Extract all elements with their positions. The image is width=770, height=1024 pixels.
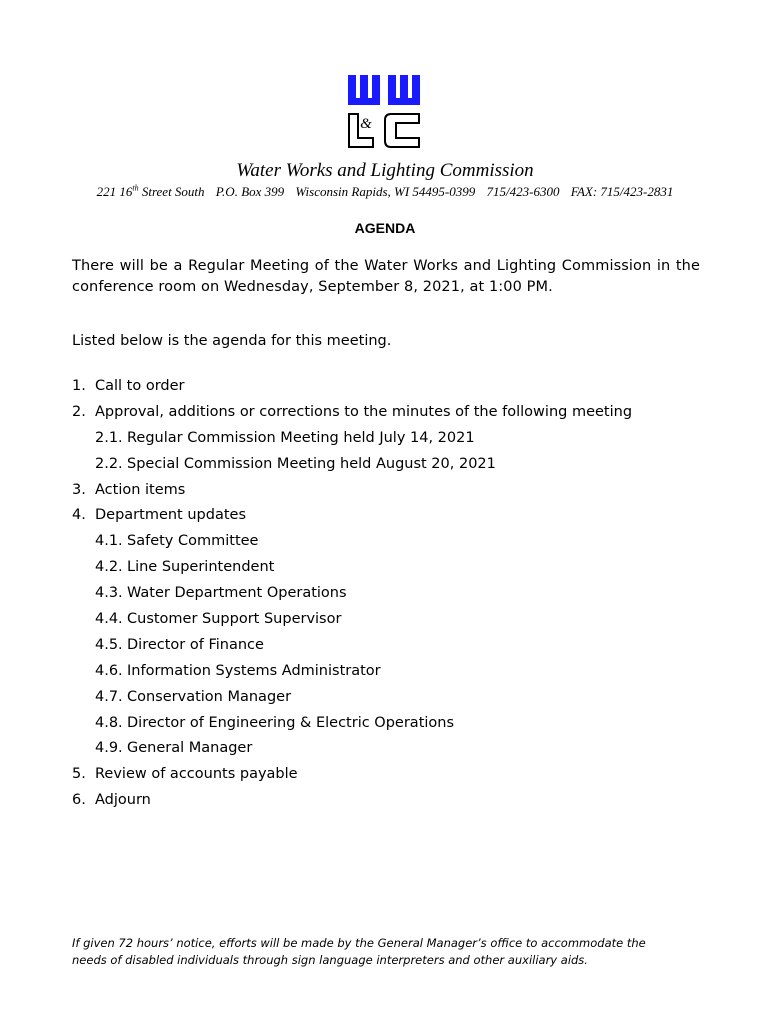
agenda-item-text: Department updates xyxy=(95,507,246,524)
agenda-item-number: 2. xyxy=(72,403,86,420)
agenda-subitem xyxy=(72,633,712,659)
agenda-item-text: Conservation Manager xyxy=(127,688,292,705)
agenda-item-text: Safety Committee xyxy=(127,533,259,550)
agenda-item-text: Director of Finance xyxy=(127,636,264,653)
agenda-subitem xyxy=(72,736,712,762)
agenda-item xyxy=(72,400,712,426)
logo-w-letter-1 xyxy=(348,75,380,105)
agenda-item-number: 1. xyxy=(72,378,86,394)
wwlc-logo xyxy=(345,72,423,152)
address-phone: 715/423-6300 xyxy=(486,184,560,200)
agenda-item xyxy=(72,374,712,400)
agenda-item xyxy=(72,478,712,504)
organization-address xyxy=(0,184,770,200)
address-street: 221 16th Street South xyxy=(96,184,205,200)
agenda-subitem xyxy=(72,711,712,737)
agenda-item-text: Review of accounts payable xyxy=(95,766,298,783)
agenda-item-number: 4.5. xyxy=(95,636,123,653)
address-po-box: P.O. Box 399 xyxy=(215,184,285,200)
agenda-item xyxy=(72,788,712,814)
agenda-item-number: 4.8. xyxy=(95,714,123,731)
agenda-subitem xyxy=(72,659,712,685)
agenda-subitem xyxy=(72,426,712,452)
agenda-item-text: Water Department Operations xyxy=(127,585,347,602)
agenda-item-number: 4.4. xyxy=(95,611,123,628)
meeting-intro-line-1: There will be a Regular Meeting of the Water Works and Lighting Commission in the xyxy=(72,258,700,274)
agenda-subitem xyxy=(72,685,712,711)
agenda-item-number: 4. xyxy=(72,507,86,524)
address-fax: FAX: 715/423-2831 xyxy=(570,184,674,200)
meeting-intro-line-2: conference room on Wednesday, September 8, 2021, at 1:00 PM. xyxy=(72,279,553,295)
agenda-heading: AGENDA xyxy=(354,220,416,236)
logo-w-base xyxy=(348,98,380,105)
agenda-subitem xyxy=(72,529,712,555)
agenda-item-number: 2.1. xyxy=(95,429,123,446)
agenda-item-text: Special Commission Meeting held August 20, 2021 xyxy=(127,455,496,472)
logo-c-letter xyxy=(385,114,419,147)
agenda-item-number: 4.3. xyxy=(95,585,123,602)
organization-name: Water Works and Lighting Commission xyxy=(236,160,534,181)
agenda-item-text: General Manager xyxy=(127,740,253,757)
logo-w-letter-2 xyxy=(388,75,420,105)
meeting-intro xyxy=(72,256,700,298)
logo-w-base xyxy=(388,98,420,105)
agenda-item-number: 4.2. xyxy=(95,559,123,576)
agenda-item-number: 5. xyxy=(72,766,86,783)
agenda-item-text: Information Systems Administrator xyxy=(127,662,381,679)
agenda-item-text: Adjourn xyxy=(95,792,151,809)
agenda-subitem xyxy=(72,581,712,607)
agenda-subitem xyxy=(72,555,712,581)
agenda-subitem xyxy=(72,607,712,633)
agenda-item xyxy=(72,762,712,788)
agenda-list xyxy=(72,374,712,814)
agenda-item-text: Customer Support Supervisor xyxy=(127,611,342,628)
agenda-subitem xyxy=(72,452,712,478)
agenda-item-number: 4.9. xyxy=(95,740,123,757)
agenda-item xyxy=(72,503,712,529)
logo-ww-mark xyxy=(348,75,420,105)
logo-ampersand: & xyxy=(360,116,372,132)
agenda-item-text: Action items xyxy=(95,481,186,498)
agenda-item-number: 3. xyxy=(72,481,86,498)
agenda-item-text: Director of Engineering & Electric Operations xyxy=(127,714,455,731)
agenda-intro: Listed below is the agenda for this meeting. xyxy=(72,333,392,349)
agenda-item-text: Call to order xyxy=(95,378,185,394)
accessibility-notice-line-1: If given 72 hours’ notice, efforts will be made by the General Manager’s office to accommodate the xyxy=(72,936,646,950)
agenda-item-text: Line Superintendent xyxy=(127,559,275,576)
logo-lc-mark xyxy=(349,114,419,147)
agenda-item-number: 4.6. xyxy=(95,662,123,679)
agenda-item-number: 6. xyxy=(72,792,86,809)
agenda-item-number: 4.7. xyxy=(95,688,123,705)
accessibility-notice-line-2: needs of disabled individuals through sign language interpreters and other auxiliary aids. xyxy=(72,953,588,967)
agenda-item-text: Regular Commission Meeting held July 14, 2021 xyxy=(127,429,475,446)
agenda-item-number: 2.2. xyxy=(95,455,123,472)
address-city: Wisconsin Rapids, WI 54495-0399 xyxy=(295,184,476,200)
agenda-item-text: Approval, additions or corrections to the minutes of the following meeting xyxy=(95,403,633,420)
accessibility-notice xyxy=(72,935,712,969)
agenda-item-number: 4.1. xyxy=(95,533,123,550)
